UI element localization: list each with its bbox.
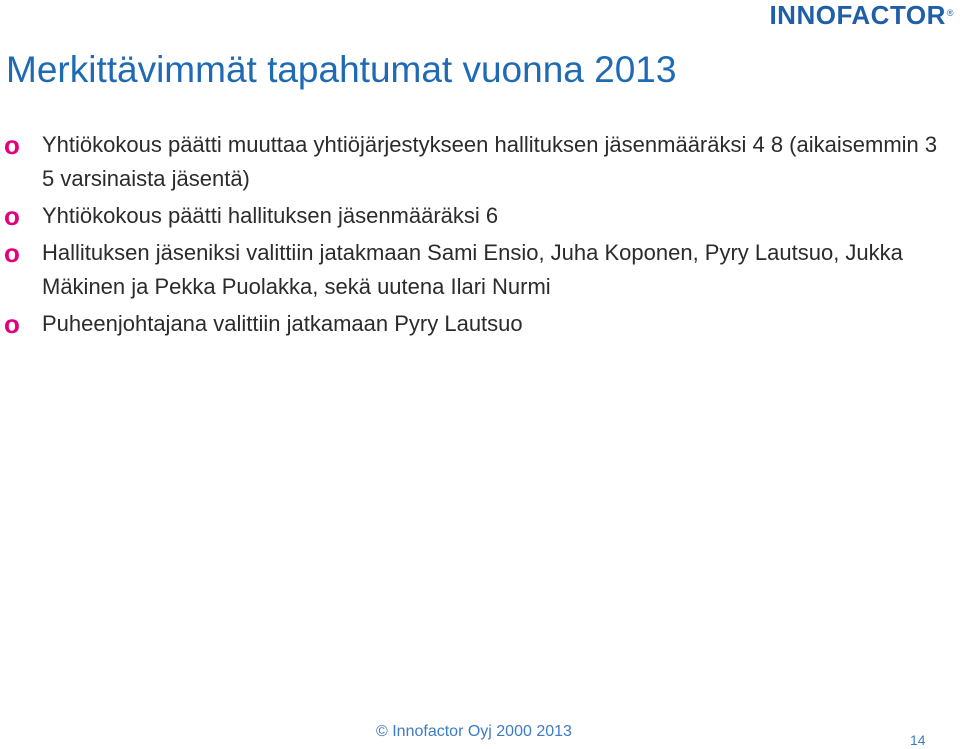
bullet-item <box>0 307 940 341</box>
slide-title: Merkittävimmät tapahtumat vuonna 2013 <box>6 49 677 90</box>
bullet-item <box>0 199 940 233</box>
bullet-marker-icon: o <box>4 130 20 160</box>
logo-text: INNOFACTOR <box>769 0 946 30</box>
registered-mark: ® <box>946 8 954 18</box>
bullet-marker-icon: o <box>4 201 20 231</box>
innofactor-logo <box>769 2 954 28</box>
bullet-list <box>0 128 940 344</box>
bullet-marker-icon: o <box>4 309 20 339</box>
bullet-text: Puheenjohtajana valittiin jatkamaan Pyry Lautsuo <box>42 311 523 336</box>
bullet-text: Yhtiökokous päätti hallituksen jäsenmääräksi 6 <box>42 203 499 228</box>
bullet-marker-icon: o <box>4 238 20 268</box>
bullet-text: Hallituksen jäseniksi valittiin jatakmaan Sami Ensio, Juha Koponen, Pyry Lautsuo, Jukka Mäkinen ja Pekka Puolakka, sekä uutena Ilari Nurmi <box>42 240 903 299</box>
bullet-item <box>0 128 940 196</box>
bullet-item <box>0 236 940 304</box>
page-number: 14 <box>910 732 926 748</box>
footer-copyright: © Innofactor Oyj 2000 2013 <box>376 723 572 740</box>
bullet-text: Yhtiökokous päätti muuttaa yhtiöjärjestykseen hallituksen jäsenmääräksi 4 8 (aikaisemmin 3 5 varsinaista jäsentä) <box>42 132 938 191</box>
